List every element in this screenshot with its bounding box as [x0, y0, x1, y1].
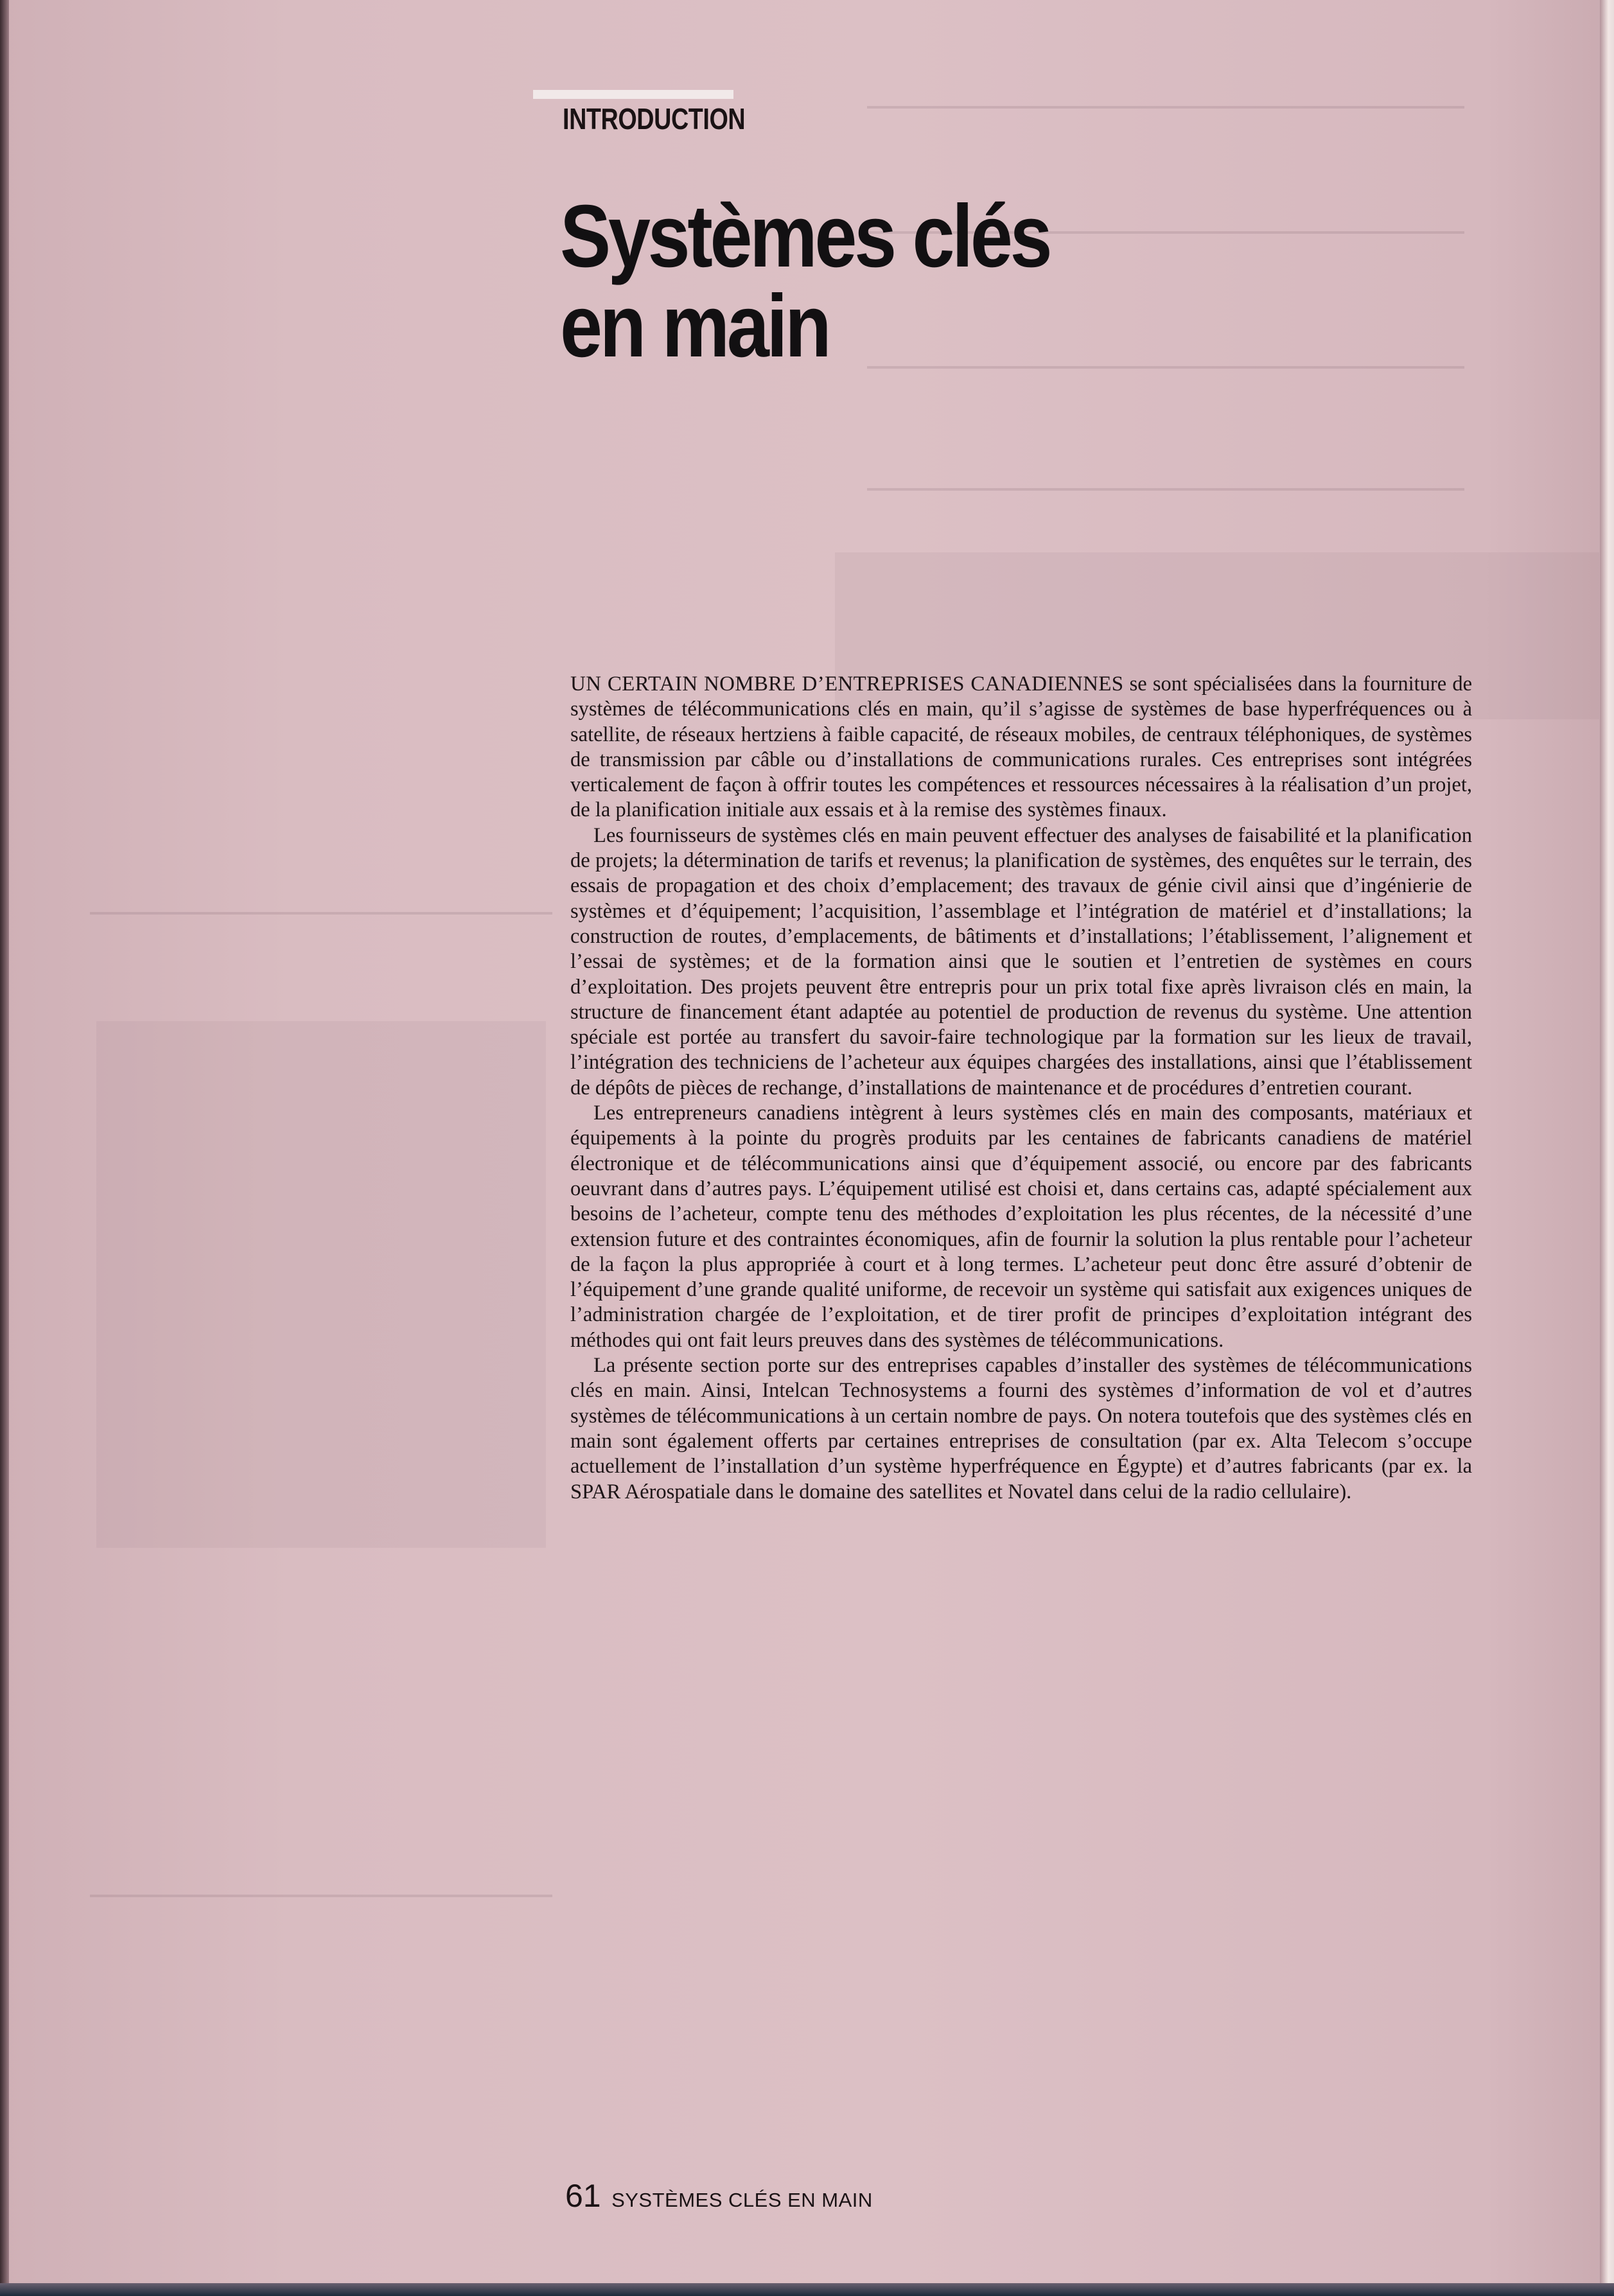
article-body: [570, 672, 1472, 1505]
page-footer: [565, 2177, 873, 2214]
section-label: INTRODUCTION: [563, 102, 746, 136]
page-left-edge: [0, 0, 9, 2296]
body-paragraph-4: La présente section porte sur des entreprises capables d’installer des systèmes de télécommunications clés en main. Ainsi, Intelcan Technosystems a fourni des systèmes d’information de vol et d’autres systèmes de télécommunications à un certain nombre de pays. On notera toutefois que des systèmes clés en main sont également offerts par certaines entreprises de consultation (par ex. Alta Telecom s’occupe actuellement de l’installation d’un système hyperfréquence en Égypte) et d’autres fabricants (par ex. la SPAR Aérospatiale dans le domaine des satellites et Novatel dans celui de la radio cellulaire).: [570, 1354, 1472, 1503]
page-title-line-2: en main: [560, 277, 829, 376]
show-through-rule: [90, 1895, 552, 1897]
body-paragraph-1-text: se sont spécialisées dans la fourniture de systèmes de télécommunications clés en main, qu’il s’agisse de systèmes de base hyperfréquences ou à satellite, de réseaux hertziens à faible capacité, de réseaux mobiles, de centraux téléphoniques, de systèmes de transmission par câble ou d’installations de communications rurales. Ces entreprises sont intégrées verticalement de façon à offrir toutes les compétences et ressources nécessaires à la réalisation d’un projet, de la planification initiale aux essais et à la remise des systèmes finaux.: [570, 672, 1472, 822]
section-accent-bar: [533, 90, 733, 99]
page-title-line-1: Systèmes clés: [560, 187, 1050, 286]
page-title: [560, 187, 1050, 376]
page-number: 61: [565, 2178, 601, 2214]
body-paragraph-2: Les fournisseurs de systèmes clés en main peuvent effectuer des analyses de faisabilité et la planification de projets; la détermination de tarifs et revenus; la planification de systèmes, des enquêtes sur le terrain, des essais de propagation et des choix d’emplacement; des travaux de génie civil ainsi que d’ingénierie de systèmes et d’équipement; l’acquisition, l’assemblage et l’intégration de matériel et d’installations; la construction de routes, d’emplacements, de bâtiments et d’installations; l’établissement, l’alignement et l’essai de systèmes; et de la formation ainsi que le soutien et l’entretien de systèmes en cours d’exploitation. Des projets peuvent être entrepris pour un prix total fixe après livraison clés en main, la structure de financement étant adaptée au potentiel de production de revenus du système. Une attention spéciale est portée au transfert du savoir-faire technologique par la formation sur les lieux de travail, l’intégration des techniciens de l’acheteur aux équipes chargées des installations, ainsi que l’établissement de dépôts de pièces de rechange, d’installations de maintenance et de procédures d’entretien courant.: [570, 823, 1472, 1100]
body-paragraph-3: Les entrepreneurs canadiens intègrent à leurs systèmes clés en main des composants, matériaux et équipements à la pointe du progrès produits par les centaines de fabricants canadiens de matériel électronique et de télécommunications ainsi que d’équipement associé, ou encore par des fabricants oeuvrant dans d’autres pays. L’équipement utilisé est choisi et, dans certains cas, adapté spécialement aux besoins de l’acheteur, compte tenu des méthodes d’exploitation les plus récentes, de la nécessité d’une extension future et des contraintes économiques, afin de fournir la solution la plus rentable pour l’acheteur de la façon la plus appropriée à court et à long termes. L’acheteur peut donc être assuré d’obtenir de l’équipement d’une grande qualité uniforme, de recevoir un système qui satisfait aux exigences uniques de l’administration chargée de l’exploitation, et de tirer profit de principes d’exploitation intégrant des méthodes qui ont fait leurs preuves dans des systèmes de télécommunications.: [570, 1101, 1472, 1352]
running-head: SYSTÈMES CLÉS EN MAIN: [611, 2189, 873, 2211]
page-right-edge: [1600, 0, 1614, 2296]
page-bottom-edge: [0, 2283, 1614, 2296]
show-through-rule: [90, 912, 552, 915]
show-through-block-left: [96, 1021, 546, 1548]
show-through-rule: [867, 488, 1464, 491]
body-paragraph-1: [570, 672, 1472, 823]
lead-in-caps: UN CERTAIN NOMBRE D’ENTREPRISES CANADIENNES: [570, 672, 1124, 696]
show-through-rule: [867, 106, 1464, 109]
